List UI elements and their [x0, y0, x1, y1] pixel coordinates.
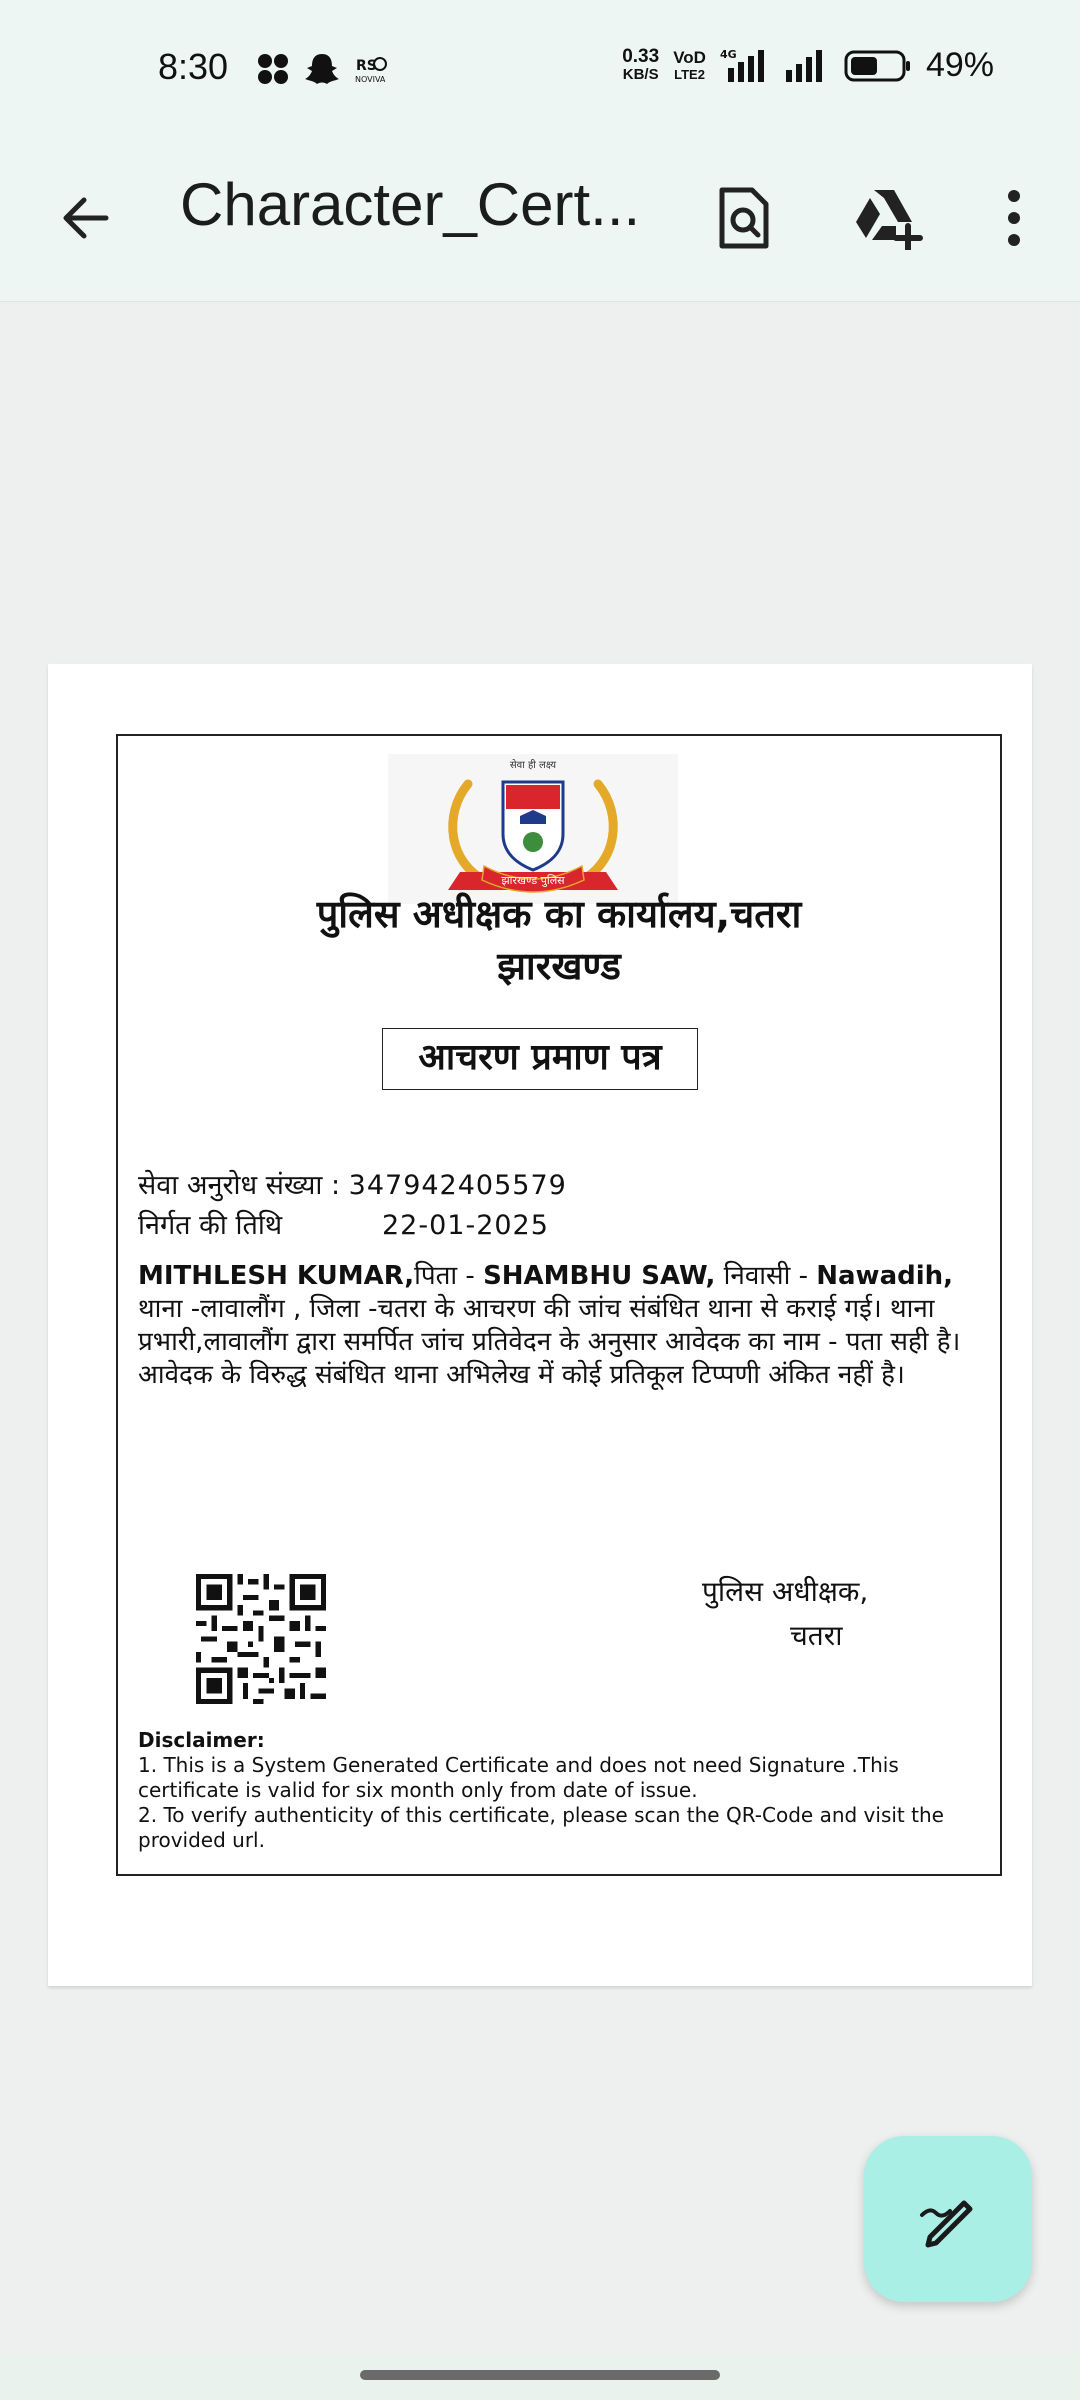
request-number: 347942405579 [348, 1170, 567, 1201]
father-name: SHAMBHU SAW, [483, 1261, 716, 1291]
svg-text:RS: RS [356, 58, 377, 74]
drive-add-icon [852, 186, 924, 250]
battery-percentage: 49% [925, 46, 994, 84]
qr-code[interactable] [196, 1574, 326, 1704]
network-speed: 0.33 KB/S [622, 45, 660, 83]
police-emblem [388, 754, 678, 904]
notification-icons [256, 52, 390, 86]
back-button[interactable] [44, 176, 128, 260]
status-bar [0, 0, 1080, 140]
drive-add-button[interactable] [840, 170, 936, 266]
issue-date: 22-01-2025 [382, 1210, 549, 1241]
navigation-bar [0, 2354, 1080, 2400]
document-page[interactable] [48, 664, 1032, 1986]
network-type: 4G [719, 47, 737, 61]
document-title: Character_Cert... [180, 171, 641, 238]
document-search-icon [716, 186, 772, 250]
app-notification-icon [256, 52, 290, 86]
app-bar [0, 140, 1080, 302]
applicant-name: MITHLESH KUMAR, [138, 1261, 415, 1291]
certificate-body: MITHLESH KUMAR,पिता - SHAMBHU SAW, निवासी - Nawadih, थाना -लावालौंग , जिला -चतरा के आचरण की जांच संबंधित थाना से कराई गई। थाना प्रभारी,लावालौंग द्वारा समर्पित जांच प्रतिवेदन के अनुसार आवेदक का नाम - पता सही है। आवेदक के विरुद्ध संबंधित थाना अभिलेख में कोई प्रतिकूल टिप्पणी अंकित नहीं है। [138, 1261, 961, 1390]
battery-icon [844, 49, 912, 83]
svg-text:झारखण्ड पुलिस: झारखण्ड पुलिस [501, 874, 565, 887]
issue-date-row: निर्गत की तिथि 22-01-2025 [138, 1206, 567, 1246]
status-time: 8:30 [158, 46, 229, 87]
disclaimer [138, 1728, 988, 1853]
request-number-row: सेवा अनुरोध संख्या : 347942405579 [138, 1166, 567, 1206]
signatory: पुलिस अधीक्षक, चतरा [702, 1575, 869, 1652]
document-search-button[interactable] [696, 170, 792, 266]
edit-fab-button[interactable] [864, 2136, 1032, 2302]
office-title: पुलिस अधीक्षक का कार्यालय,चतरा झारखण्ड [316, 892, 802, 988]
village-name: Nawadih, [816, 1261, 954, 1291]
certificate-heading: आचरण प्रमाण पत्र [382, 1028, 698, 1090]
edit-pen-icon [916, 2187, 980, 2251]
signal-icon [720, 48, 770, 84]
certificate-frame [116, 734, 1002, 1876]
home-gesture-handle[interactable] [360, 2370, 720, 2380]
disclaimer-item: 2. To verify authenticity of this certificate, please scan the QR-Code and visit the provided url. [138, 1803, 944, 1852]
more-vert-icon [1004, 188, 1024, 248]
certificate-meta [138, 1166, 567, 1246]
volte-indicator: VoD LTE2 [673, 47, 706, 82]
svg-text:सेवा ही लक्ष्य: सेवा ही लक्ष्य [509, 760, 557, 771]
status-right [622, 46, 994, 85]
back-arrow-icon [58, 190, 114, 246]
svg-text:NOVIVA: NOVIVA [355, 75, 386, 84]
disclaimer-item: 1. This is a System Generated Certificate and does not need Signature .This certificate is valid for six month only from date of issue. [138, 1753, 899, 1802]
snapchat-icon [304, 52, 340, 86]
signal-icon-2 [784, 48, 830, 84]
app-icon [354, 54, 390, 84]
more-options-button[interactable] [966, 170, 1062, 266]
disclaimer-heading: Disclaimer: [138, 1728, 265, 1752]
